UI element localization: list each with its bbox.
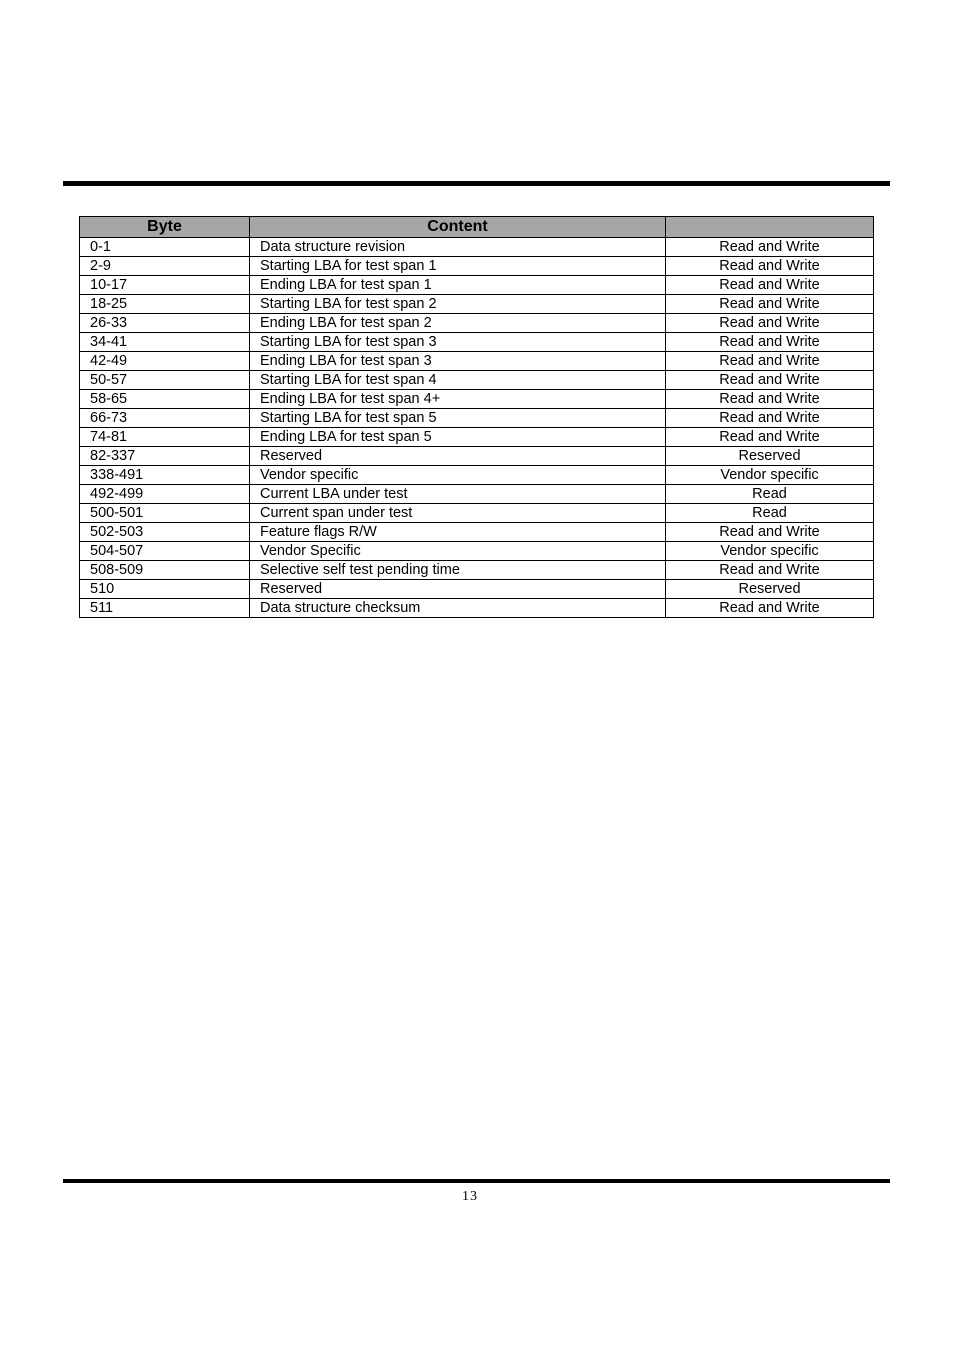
cell-content: Current LBA under test	[250, 485, 666, 504]
cell-byte: 34-41	[80, 333, 250, 352]
page-number: 13	[462, 1189, 478, 1204]
cell-access: Reserved	[666, 580, 874, 599]
cell-byte: 0-1	[80, 238, 250, 257]
byte-layout-table	[79, 216, 874, 618]
table-row	[80, 276, 874, 295]
cell-content: Data structure revision	[250, 238, 666, 257]
cell-content: Ending LBA for test span 4+	[250, 390, 666, 409]
cell-byte: 508-509	[80, 561, 250, 580]
table-row	[80, 352, 874, 371]
cell-content: Ending LBA for test span 2	[250, 314, 666, 333]
cell-byte: 42-49	[80, 352, 250, 371]
cell-content: Starting LBA for test span 4	[250, 371, 666, 390]
cell-access: Read and Write	[666, 371, 874, 390]
cell-content: Reserved	[250, 580, 666, 599]
table-row	[80, 447, 874, 466]
cell-byte: 58-65	[80, 390, 250, 409]
table-row	[80, 333, 874, 352]
cell-access: Read and Write	[666, 314, 874, 333]
table-row	[80, 295, 874, 314]
table-row	[80, 371, 874, 390]
cell-access: Read and Write	[666, 428, 874, 447]
cell-byte: 338-491	[80, 466, 250, 485]
table-row	[80, 542, 874, 561]
cell-content: Reserved	[250, 447, 666, 466]
cell-byte: 82-337	[80, 447, 250, 466]
table-row	[80, 523, 874, 542]
cell-content: Starting LBA for test span 1	[250, 257, 666, 276]
column-header-byte: Byte	[80, 217, 250, 238]
table-body	[80, 238, 874, 618]
cell-content: Ending LBA for test span 1	[250, 276, 666, 295]
header-rule	[63, 181, 890, 186]
cell-access: Read and Write	[666, 257, 874, 276]
table-row	[80, 238, 874, 257]
column-header-content: Content	[250, 217, 666, 238]
cell-byte: 18-25	[80, 295, 250, 314]
footer-rule	[63, 1179, 890, 1183]
cell-access: Vendor specific	[666, 466, 874, 485]
cell-content: Feature flags R/W	[250, 523, 666, 542]
table-row	[80, 466, 874, 485]
cell-byte: 50-57	[80, 371, 250, 390]
table-row	[80, 599, 874, 618]
cell-content: Selective self test pending time	[250, 561, 666, 580]
cell-access: Read and Write	[666, 238, 874, 257]
cell-byte: 510	[80, 580, 250, 599]
cell-access: Read	[666, 504, 874, 523]
table-row	[80, 561, 874, 580]
cell-content: Starting LBA for test span 2	[250, 295, 666, 314]
table-row	[80, 504, 874, 523]
cell-byte: 10-17	[80, 276, 250, 295]
cell-access: Read and Write	[666, 561, 874, 580]
table-row	[80, 580, 874, 599]
cell-access: Read and Write	[666, 523, 874, 542]
cell-access: Reserved	[666, 447, 874, 466]
table-row	[80, 428, 874, 447]
cell-content: Current span under test	[250, 504, 666, 523]
table-row	[80, 314, 874, 333]
cell-byte: 2-9	[80, 257, 250, 276]
cell-byte: 26-33	[80, 314, 250, 333]
table-row	[80, 485, 874, 504]
cell-byte: 500-501	[80, 504, 250, 523]
cell-access: Read	[666, 485, 874, 504]
table-row	[80, 390, 874, 409]
table-header-row	[80, 217, 874, 238]
cell-access: Read and Write	[666, 599, 874, 618]
cell-byte: 502-503	[80, 523, 250, 542]
cell-byte: 492-499	[80, 485, 250, 504]
cell-content: Data structure checksum	[250, 599, 666, 618]
cell-byte: 511	[80, 599, 250, 618]
cell-content: Ending LBA for test span 5	[250, 428, 666, 447]
cell-content: Vendor specific	[250, 466, 666, 485]
cell-content: Starting LBA for test span 5	[250, 409, 666, 428]
cell-content: Starting LBA for test span 3	[250, 333, 666, 352]
cell-content: Vendor Specific	[250, 542, 666, 561]
byte-layout-table-container	[79, 216, 873, 618]
cell-access: Read and Write	[666, 390, 874, 409]
cell-byte: 504-507	[80, 542, 250, 561]
cell-byte: 66-73	[80, 409, 250, 428]
cell-access: Read and Write	[666, 352, 874, 371]
cell-access: Read and Write	[666, 276, 874, 295]
cell-byte: 74-81	[80, 428, 250, 447]
table-row	[80, 409, 874, 428]
column-header-access	[666, 217, 874, 238]
cell-access: Read and Write	[666, 295, 874, 314]
cell-access: Read and Write	[666, 409, 874, 428]
cell-access: Read and Write	[666, 333, 874, 352]
table-row	[80, 257, 874, 276]
cell-access: Vendor specific	[666, 542, 874, 561]
cell-content: Ending LBA for test span 3	[250, 352, 666, 371]
